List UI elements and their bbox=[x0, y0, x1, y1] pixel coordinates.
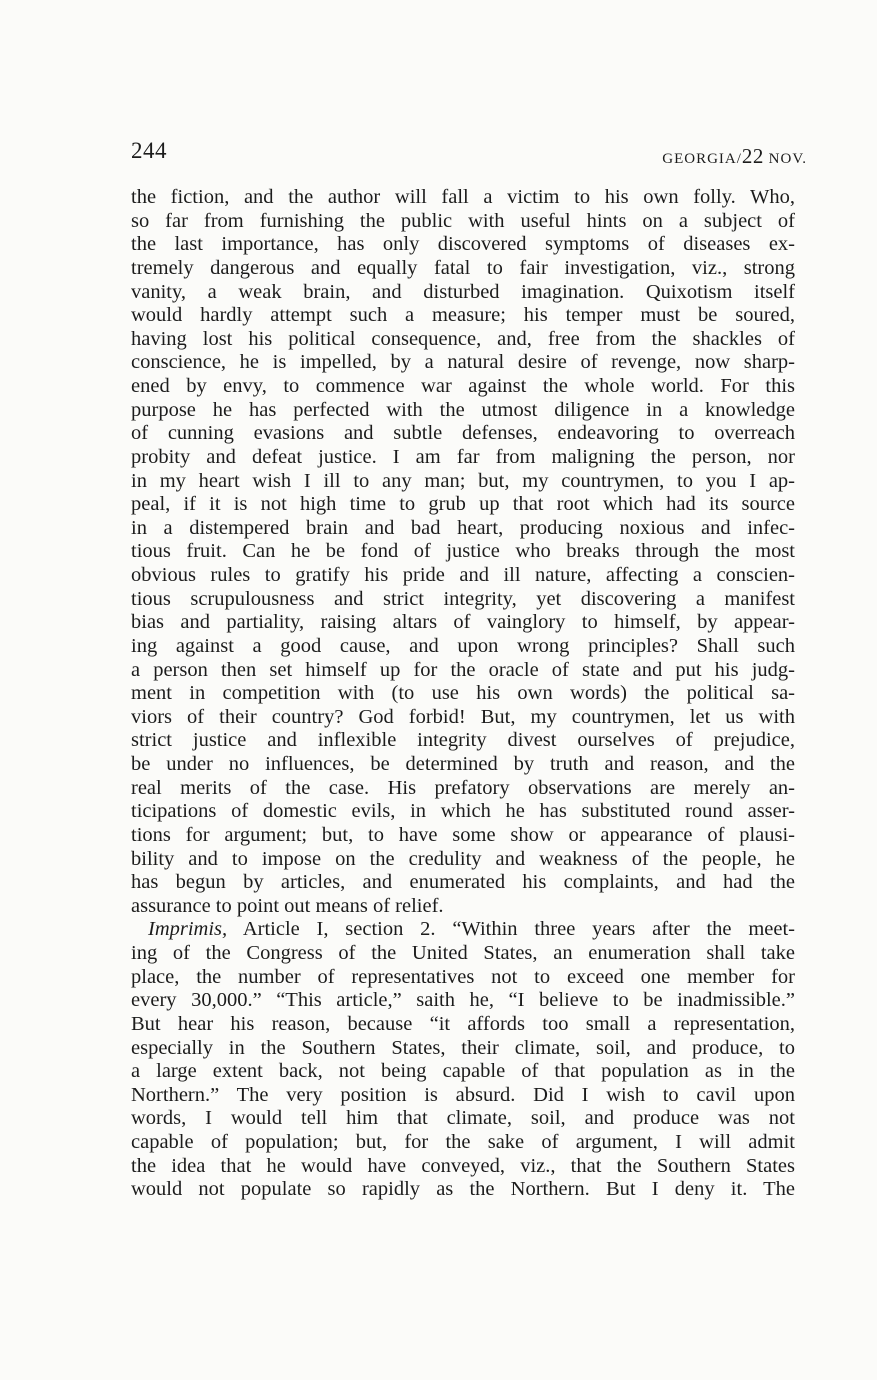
text-line: tious scrupulousness and strict integrity, yet discovering a manifest bbox=[131, 587, 795, 610]
text-line: especially in the Southern States, their climate, soil, and produce, to bbox=[131, 1036, 795, 1059]
text-line: strict justice and inflexible integrity divest ourselves of prejudice, bbox=[131, 729, 795, 752]
text-line: ened by envy, to commence war against the whole world. For this bbox=[131, 375, 795, 397]
text-line: having lost his political consequence, and, free from the shackles of bbox=[131, 327, 795, 350]
text-line: a large extent back, not being capable of that population as in the bbox=[131, 1060, 795, 1083]
text-line: obvious rules to gratify his pride and ill nature, affecting a conscien- bbox=[131, 564, 795, 586]
text-line: would not populate so rapidly as the Northern. But I deny it. The bbox=[131, 1178, 795, 1201]
running-head-date: 22 bbox=[741, 144, 764, 168]
text-line: viors of their country? God forbid! But, my countrymen, let us with bbox=[131, 705, 795, 728]
text-line: capable of population; but, for the sake of argument, I will admit bbox=[131, 1131, 795, 1153]
text-line: tions for argument; but, to have some show or appearance of plausi- bbox=[131, 823, 795, 846]
text-line: real merits of the case. His prefatory observations are merely an- bbox=[131, 776, 795, 799]
text-line: the fiction, and the author will fall a victim to his own folly. Who, bbox=[131, 186, 795, 208]
running-head-suffix: NOV. bbox=[763, 151, 807, 167]
text-line: vanity, a weak brain, and disturbed imagination. Quixotism itself bbox=[131, 280, 795, 303]
text-line: Northern.” The very position is absurd. Did I wish to cavil upon bbox=[131, 1083, 795, 1106]
first-line-rest: Article I, section 2. “Within three years after the meet- bbox=[227, 918, 795, 941]
text-line: conscience, he is impelled, by a natural desire of revenge, now sharp- bbox=[131, 351, 795, 374]
text-line: bility and to impose on the credulity and weakness of the people, he bbox=[131, 847, 795, 870]
text-line: the idea that he would have conveyed, viz., that the Southern States bbox=[131, 1154, 795, 1177]
text-line: tremely dangerous and equally fatal to fair investigation, viz., strong bbox=[131, 256, 795, 279]
body-text bbox=[131, 186, 795, 1202]
text-line: ing of the Congress of the United States, an enumeration shall take bbox=[131, 942, 795, 964]
imprimis-italic: Imprimis, bbox=[148, 918, 228, 941]
text-line: ticipations of domestic evils, in which he has substituted round asser- bbox=[131, 800, 795, 823]
running-head-title bbox=[662, 144, 807, 169]
running-header bbox=[131, 138, 807, 168]
text-line: ing against a good cause, and upon wrong principles? Shall such bbox=[131, 634, 795, 657]
text-line: the last importance, has only discovered symptoms of diseases ex- bbox=[131, 233, 795, 256]
text-line: every 30,000.” “This article,” saith he, “I believe to be inadmissible.” bbox=[131, 989, 795, 1012]
text-line: be under no influences, be determined by truth and reason, and the bbox=[131, 753, 795, 775]
text-line bbox=[131, 918, 795, 942]
paragraph-2 bbox=[131, 918, 795, 1202]
text-line: probity and defeat justice. I am far from maligning the person, nor bbox=[131, 445, 795, 468]
text-line: a person then set himself up for the oracle of state and put his judg- bbox=[131, 658, 795, 681]
text-line: peal, if it is not high time to grub up that root which had its source bbox=[131, 493, 795, 516]
text-line: bias and partiality, raising altars of vainglory to himself, by appear- bbox=[131, 611, 795, 634]
text-line: words, I would tell him that climate, soil, and produce was not bbox=[131, 1107, 795, 1130]
text-line: in my heart wish I ill to any man; but, my countrymen, to you I ap- bbox=[131, 469, 795, 492]
text-line: purpose he has perfected with the utmost diligence in a knowledge bbox=[131, 398, 795, 421]
text-line: in a distempered brain and bad heart, producing noxious and infec- bbox=[131, 516, 795, 539]
paragraph-1 bbox=[131, 186, 795, 918]
running-head-prefix: GEORGIA/ bbox=[662, 151, 742, 167]
text-line: would hardly attempt such a measure; his temper must be soured, bbox=[131, 304, 795, 327]
text-line: tious fruit. Can he be fond of justice who breaks through the most bbox=[131, 540, 795, 563]
text-line: place, the number of representatives not to exceed one member for bbox=[131, 965, 795, 988]
text-line: of cunning evasions and subtle defenses, endeavoring to overreach bbox=[131, 422, 795, 445]
text-line: assurance to point out means of relief. bbox=[131, 894, 444, 917]
text-line: ment in competition with (to use his own words) the political sa- bbox=[131, 682, 795, 705]
text-line: has begun by articles, and enumerated his complaints, and had the bbox=[131, 871, 795, 894]
page-number: 244 bbox=[131, 138, 167, 163]
text-line: so far from furnishing the public with useful hints on a subject of bbox=[131, 209, 795, 232]
text-line: But hear his reason, because “it affords too small a representation, bbox=[131, 1012, 795, 1035]
